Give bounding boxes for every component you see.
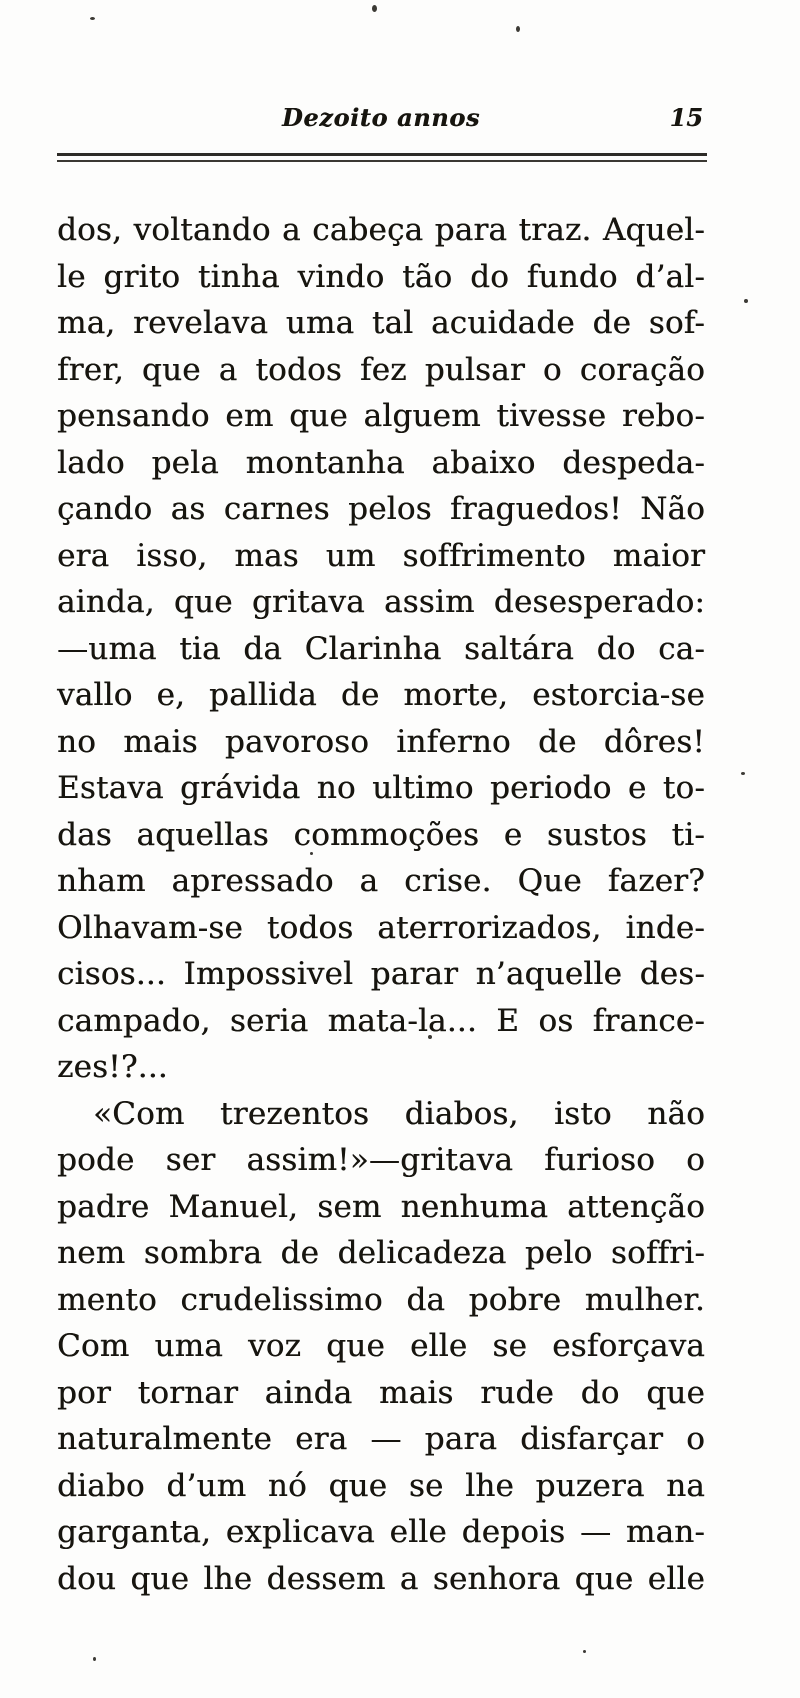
text-line: Olhavam-se todos aterrorizados, inde- bbox=[57, 909, 705, 946]
text-line: era isso, mas um soffrimento maior bbox=[57, 537, 705, 574]
header-divider-rule bbox=[57, 153, 707, 162]
divider-rule-thin-line bbox=[57, 160, 707, 162]
ink-speck bbox=[516, 26, 520, 32]
text-line: çando as carnes pelos fraguedos! Não bbox=[57, 491, 705, 527]
text-line: cisos... Impossivel parar n’aquelle des- bbox=[57, 956, 705, 992]
ink-speck bbox=[90, 17, 95, 20]
ink-speck bbox=[93, 1657, 96, 1661]
text-line: lado pela montanha abaixo despeda- bbox=[57, 444, 705, 481]
text-line: mento crudelissimo da pobre mulher. bbox=[57, 1281, 705, 1318]
text-line: nham apressado a crise. Que fazer? bbox=[57, 863, 705, 899]
page-number: 15 bbox=[669, 103, 703, 132]
text-line: Estava grávida no ultimo periodo e to- bbox=[57, 770, 705, 806]
text-line: naturalmente era — para disfarçar o bbox=[57, 1421, 705, 1457]
text-line: ma, revelava uma tal acuidade de sof- bbox=[57, 305, 705, 341]
body-text bbox=[57, 207, 705, 1602]
page-header bbox=[57, 103, 705, 143]
text-line: —uma tia da Clarinha saltára do ca- bbox=[57, 630, 705, 667]
text-line: no mais pavoroso inferno de dôres! bbox=[57, 723, 705, 760]
text-line: pode ser assim!»—gritava furioso o bbox=[57, 1142, 705, 1178]
text-line: le grito tinha vindo tão do fundo d’al- bbox=[57, 258, 705, 295]
running-title: Dezoito annos bbox=[281, 103, 481, 132]
text-line: das aquellas commoções e sustos ti- bbox=[57, 816, 705, 853]
text-line: zes!?... bbox=[57, 1049, 168, 1085]
text-line: campado, seria mata-la... E os france- bbox=[57, 1002, 705, 1039]
text-line: dos, voltando a cabeça para traz. Aquel- bbox=[57, 212, 705, 248]
text-line: «Com trezentos diabos, isto não bbox=[93, 1095, 705, 1132]
text-line: ainda, que gritava assim desesperado: bbox=[57, 584, 705, 620]
text-line: vallo e, pallida de morte, estorcia-se bbox=[57, 677, 705, 713]
ink-speck bbox=[744, 299, 748, 303]
text-line: garganta, explicava elle depois — man- bbox=[57, 1514, 705, 1550]
text-line: por tornar ainda mais rude do que bbox=[57, 1374, 705, 1411]
text-line: dou que lhe dessem a senhora que elle bbox=[57, 1560, 705, 1597]
text-line: nem sombra de delicadeza pelo soffri- bbox=[57, 1235, 705, 1271]
text-line: diabo d’um nó que se lhe puzera na bbox=[57, 1467, 705, 1504]
text-line: Com uma voz que elle se esforçava bbox=[57, 1328, 705, 1364]
ink-speck bbox=[372, 5, 377, 12]
ink-speck bbox=[583, 1650, 586, 1653]
text-line: frer, que a todos fez pulsar o coração bbox=[57, 351, 705, 388]
text-line: padre Manuel, sem nenhuma attenção bbox=[57, 1188, 705, 1225]
divider-rule-thick-line bbox=[57, 153, 707, 156]
ink-speck bbox=[741, 772, 745, 775]
text-line: pensando em que alguem tivesse rebo- bbox=[57, 398, 705, 434]
